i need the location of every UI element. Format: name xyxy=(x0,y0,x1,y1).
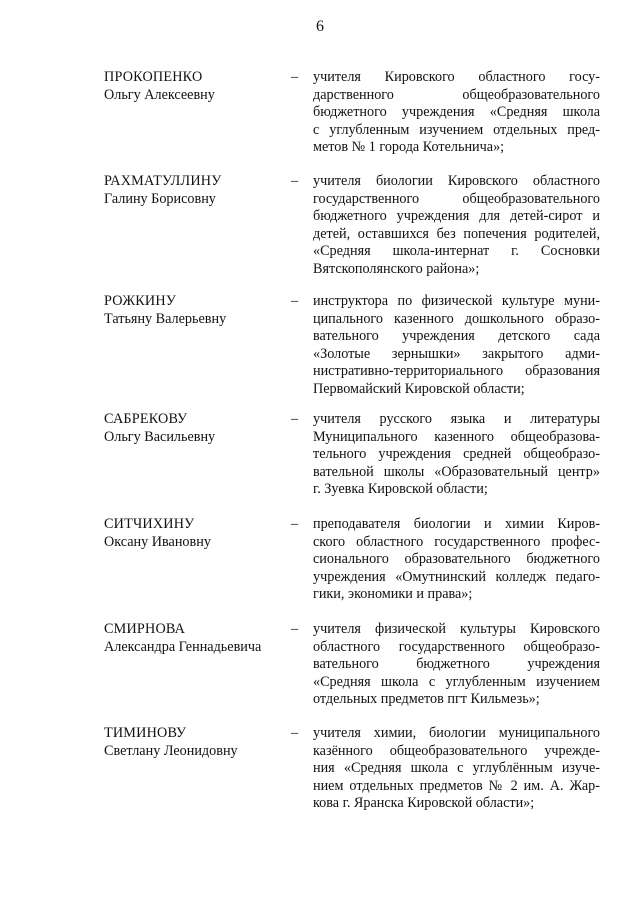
description-line: казённого общеобразовательного учрежде- xyxy=(313,742,600,759)
description-line: тельного учреждения средней общеобразо- xyxy=(313,446,600,463)
description-line: отдельных предметов пгт Кильмезь»; xyxy=(313,691,540,708)
dash: – xyxy=(291,411,299,427)
dash: – xyxy=(291,173,299,189)
description-line: «Золотые зернышки» закрытого адми- xyxy=(313,345,600,362)
surname: САБРЕКОВУ xyxy=(104,411,188,427)
given-names: Татьяну Валерьевну xyxy=(104,310,227,327)
position-description xyxy=(313,725,600,813)
person-name xyxy=(104,621,284,656)
person-name xyxy=(104,516,284,551)
description-line: детей, оставшихся без попечения родителей, xyxy=(313,225,600,242)
surname: РАХМАТУЛЛИНУ xyxy=(104,173,222,189)
description-line: учителя физической культуры Кировского xyxy=(313,621,600,637)
description-line: учителя химии, биологии муниципального xyxy=(313,725,600,741)
surname: СИТЧИХИНУ xyxy=(104,516,195,532)
position-description xyxy=(313,173,600,279)
description-line: учителя биологии Кировского областного xyxy=(313,173,600,189)
description-line: областного государственного общеобразо- xyxy=(313,638,600,655)
description-line: гики, экономики и права»; xyxy=(313,586,473,603)
description-line: учителя русского языка и литературы xyxy=(313,411,600,427)
description-line: вательного учреждения детского сада xyxy=(313,328,600,345)
dash: – xyxy=(291,725,299,741)
description-line: учреждения «Омутнинский колледж педаго- xyxy=(313,568,600,585)
description-line: бюджетного учреждения для детей-сирот и xyxy=(313,208,600,225)
given-names: Александра Геннадьевича xyxy=(104,638,262,655)
person-name xyxy=(104,725,284,760)
description-line: метов № 1 города Котельнича»; xyxy=(313,139,505,156)
given-names: Галину Борисовну xyxy=(104,190,216,207)
description-line: «Средняя школа с углубленным изучением xyxy=(313,673,600,690)
description-line: ципального казенного дошкольного образо- xyxy=(313,310,600,327)
position-description xyxy=(313,293,600,399)
description-line: Муниципального казенного общеобразова- xyxy=(313,428,600,445)
description-line: сионального образовательного бюджетного xyxy=(313,551,600,568)
given-names: Светлану Леонидовну xyxy=(104,742,238,759)
description-line: бюджетного учреждения «Средняя школа xyxy=(313,104,600,121)
description-line: дарственного общеобразовательного xyxy=(313,86,600,103)
description-line: нистративно-территориального образования xyxy=(313,363,600,380)
surname: РОЖКИНУ xyxy=(104,293,177,309)
dash: – xyxy=(291,621,299,637)
surname: ТИМИНОВУ xyxy=(104,725,187,741)
dash: – xyxy=(291,293,299,309)
description-line: Вятскополянского района»; xyxy=(313,260,480,277)
description-line: учителя Кировского областного госу- xyxy=(313,69,600,85)
position-description xyxy=(313,516,600,604)
description-line: «Средняя школа-интернат г. Сосновки xyxy=(313,243,600,260)
description-line: Первомайский Кировской области; xyxy=(313,380,525,397)
person-name xyxy=(104,173,284,208)
description-line: с углубленным изучением отдельных пред- xyxy=(313,121,600,138)
dash: – xyxy=(291,516,299,532)
given-names: Оксану Ивановну xyxy=(104,533,211,550)
page-number: 6 xyxy=(316,18,324,35)
description-line: нием отдельных предметов № 2 им. А. Жар- xyxy=(313,777,600,794)
person-name xyxy=(104,69,284,104)
person-name xyxy=(104,411,284,446)
surname: СМИРНОВА xyxy=(104,621,186,637)
given-names: Ольгу Алексеевну xyxy=(104,86,215,103)
position-description xyxy=(313,69,600,157)
description-line: преподавателя биологии и химии Киров- xyxy=(313,516,600,532)
dash: – xyxy=(291,69,299,85)
description-line: вательного бюджетного учреждения xyxy=(313,656,600,673)
position-description xyxy=(313,411,600,499)
position-description xyxy=(313,621,600,709)
description-line: кова г. Яранска Кировской области»; xyxy=(313,795,535,812)
description-line: государственного общеобразовательного xyxy=(313,190,600,207)
description-line: ния «Средняя школа с углублённым изуче- xyxy=(313,760,600,777)
person-name xyxy=(104,293,284,328)
surname: ПРОКОПЕНКО xyxy=(104,69,203,85)
description-line: ского областного государственного профес- xyxy=(313,533,600,550)
description-line: вательной школы «Образовательный центр» xyxy=(313,463,600,480)
description-line: инструктора по физической культуре муни- xyxy=(313,293,600,309)
description-line: г. Зуевка Кировской области; xyxy=(313,481,488,498)
given-names: Ольгу Васильевну xyxy=(104,428,216,445)
